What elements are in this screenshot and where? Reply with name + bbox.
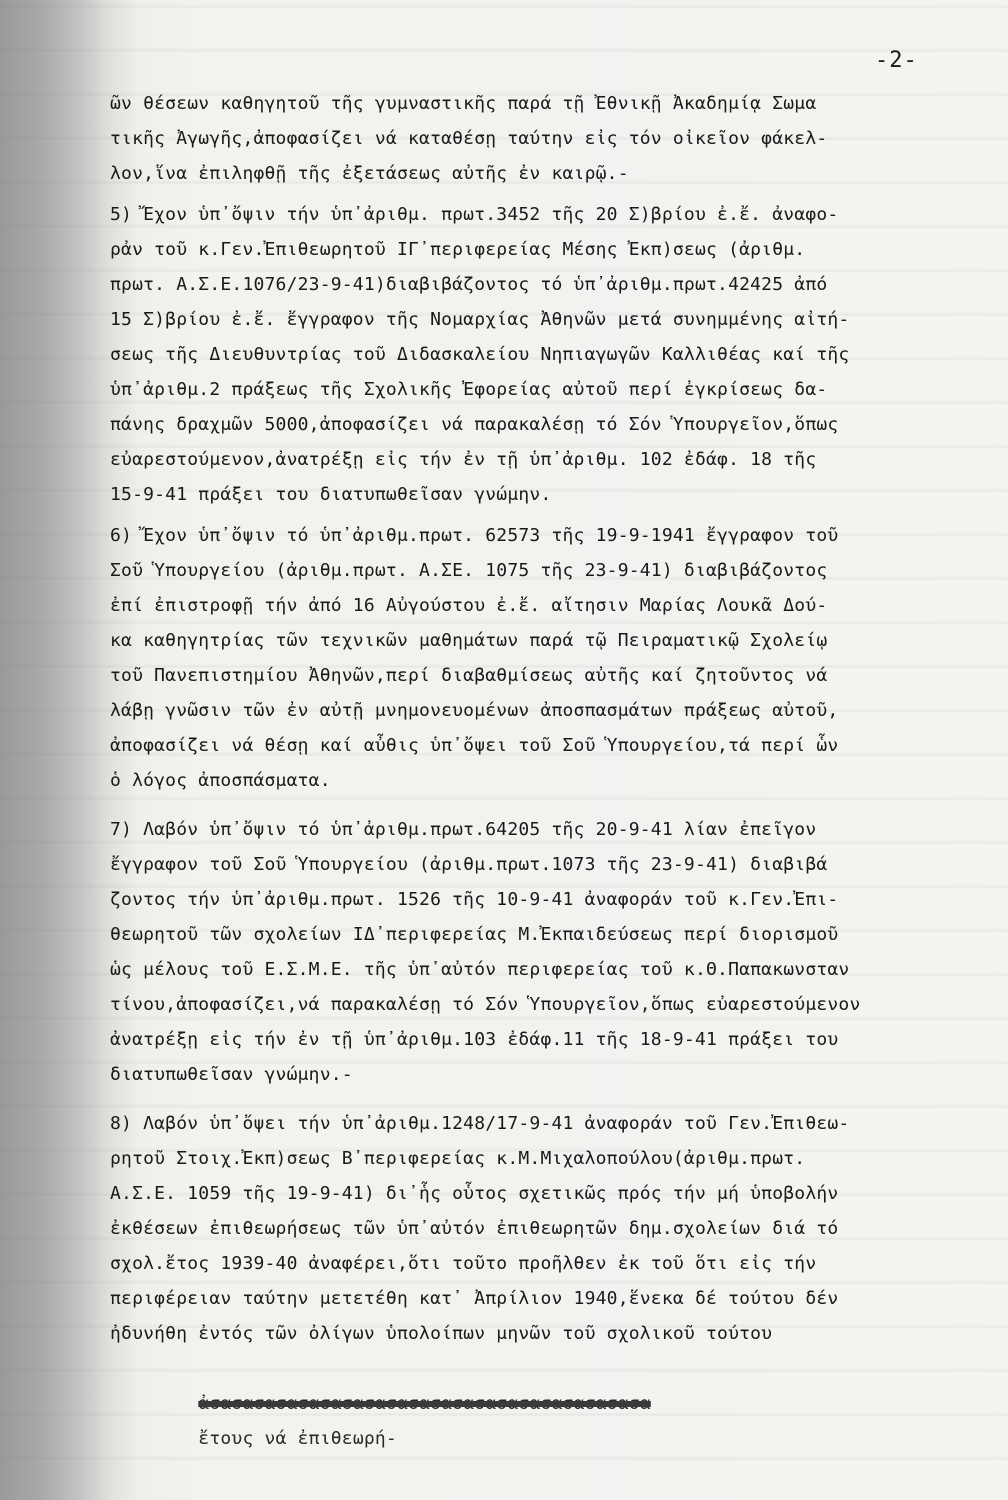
text-line: ζοντος τήν ὑπ᾿ἀριθμ.πρωτ. 1526 τῆς 10-9-41 ἀναφοράν τοῦ κ.Γεν.Ἐπι-: [110, 889, 839, 910]
text-line: σεως τῆς Διευθυντρίας τοῦ Διδασκαλείου Νηπιαγωγῶν Καλλιθέας καί τῆς: [110, 344, 850, 365]
paragraph-continuation: [110, 86, 990, 191]
text-line: ἐπί ἐπιστροφῇ τήν ἀπό 16 Αὐγούστου ἐ.ἔ. αἴτησιν Μαρίας Λουκᾶ Δού-: [110, 595, 828, 616]
text-line: Σοῦ Ὑπουργείου (ἀριθμ.πρωτ. Α.ΣΕ. 1075 τῆς 23-9-41) διαβιβάζοντος: [110, 560, 828, 581]
text-line: 15-9-41 πράξει του διατυπωθεῖσαν γνώμην.: [110, 484, 552, 505]
text-line: κα καθηγητρίας τῶν τεχνικῶν μαθημάτων παρά τῷ Πειραματικῷ Σχολείῳ: [110, 630, 828, 651]
struck-out-text: ἀσασασασασασασασασασασασασασασασασασασασα: [198, 1393, 651, 1414]
paragraph-item-8: [110, 1106, 990, 1449]
text-line: τικῆς Ἀγωγῆς,ἀποφασίζει νά καταθέσῃ ταύτην εἰς τόν οἰκεῖον φάκελ-: [110, 128, 828, 149]
text-line: περιφέρειαν ταύτην μετετέθη κατ᾿ Ἀπρίλιον 1940,ἕνεκα δέ τούτου δέν: [110, 1288, 839, 1309]
text-line: ῶν θέσεων καθηγητοῦ τῆς γυμναστικῆς παρά τῇ Ἐθνικῇ Ἀκαδημίᾳ Σωμα: [110, 93, 817, 114]
paragraph-item-7: [110, 812, 990, 1092]
text-line: λον,ἵνα ἐπιληφθῇ τῆς ἐξετάσεως αὐτῆς ἐν καιρῷ.-: [110, 163, 629, 184]
paragraph-item-5: [110, 197, 990, 512]
text-line: πρωτ. Α.Σ.Ε.1076/23-9-41)διαβιβάζοντος τό ὑπ᾿ἀριθμ.πρωτ.42425 ἀπό: [110, 274, 828, 295]
struck-text-line: [110, 1351, 990, 1449]
text-line: 5) Ἔχον ὑπ᾿ὄψιν τήν ὑπ᾿ἀριθμ. πρωτ.3452 τῆς 20 Σ)βρίου ἐ.ἔ. ἀναφο-: [110, 204, 839, 225]
text-line: πάνης δραχμῶν 5000,ἀποφασίζει νά παρακαλέσῃ τό Σόν Ὑπουργεῖον,ὅπως: [110, 414, 839, 435]
text-line: εὐαρεστούμενον,ἀνατρέξῃ εἰς τήν ἐν τῇ ὑπ᾿ἀριθμ. 102 ἐδάφ. 18 τῆς: [110, 449, 817, 470]
text-line: ἠδυνήθη ἐντός τῶν ὀλίγων ὑπολοίπων μηνῶν τοῦ σχολικοῦ τούτου: [110, 1323, 773, 1344]
text-line: 7) Λαβόν ὑπ᾿ὄψιν τό ὑπ᾿ἀριθμ.πρωτ.64205 τῆς 20-9-41 λίαν ἐπεῖγον: [110, 819, 817, 840]
text-line: σχολ.ἔτος 1939-40 ἀναφέρει,ὅτι τοῦτο προῆλθεν ἐκ τοῦ ὅτι εἰς τήν: [110, 1253, 817, 1274]
text-line: τίνου,ἀποφασίζει,νά παρακαλέσῃ τό Σόν Ὑπουργεῖον,ὅπως εὐαρεστούμενον: [110, 994, 861, 1015]
line-remainder-text: ἔτους νά ἐπιθεωρή-: [198, 1428, 397, 1449]
text-line: ὡς μέλους τοῦ Ε.Σ.Μ.Ε. τῆς ὑπ᾿αὐτόν περιφερείας τοῦ κ.Θ.Παπακωνσταν: [110, 959, 850, 980]
text-line: 6) Ἔχον ὑπ᾿ὄψιν τό ὑπ᾿ἀριθμ.πρωτ. 62573 τῆς 19-9-1941 ἔγγραφον τοῦ: [110, 525, 839, 546]
document-body: [110, 86, 990, 1449]
text-line: λάβῃ γνῶσιν τῶν ἐν αὐτῇ μνημονευομένων ἀποσπασμάτων πράξεως αὐτοῦ,: [110, 700, 839, 721]
text-line: ἀποφασίζει νά θέσῃ καί αὖθις ὑπ᾿ὄψει τοῦ Σοῦ Ὑπουργείου,τά περί ὧν: [110, 735, 839, 756]
text-line: ρητοῦ Στοιχ.Ἐκπ)σεως Β᾿περιφερείας κ.Μ.Μιχαλοπούλου(ἀριθμ.πρωτ.: [110, 1148, 806, 1169]
text-line: ὑπ᾿ἀριθμ.2 πράξεως τῆς Σχολικῆς Ἐφορείας αὐτοῦ περί ἐγκρίσεως δα-: [110, 379, 828, 400]
text-line: Α.Σ.Ε. 1059 τῆς 19-9-41) δι᾿ἧς οὗτος σχετικῶς πρός τήν μή ὑποβολήν: [110, 1183, 839, 1204]
page-number: -2-: [875, 48, 918, 73]
paragraph-item-6: [110, 518, 990, 798]
text-line: ρἀν τοῦ κ.Γεν.Ἐπιθεωρητοῦ ΙΓ᾿περιφερείας Μέσης Ἐκπ)σεως (ἀριθμ.: [110, 239, 806, 260]
text-line: θεωρητοῦ τῶν σχολείων ΙΔ᾿περιφερείας Μ.Ἐκπαιδεύσεως περί διορισμοῦ: [110, 924, 839, 945]
text-line: 8) Λαβόν ὑπ᾿ὄψει τήν ὑπ᾿ἀριθμ.1248/17-9-41 ἀναφοράν τοῦ Γεν.Ἐπιθεω-: [110, 1113, 850, 1134]
text-line: 15 Σ)βρίου ἐ.ἔ. ἔγγραφον τῆς Νομαρχίας Ἀθηνῶν μετά συνημμένης αἰτή-: [110, 309, 850, 330]
text-line: ἀνατρέξῃ εἰς τήν ἐν τῇ ὑπ᾿ἀριθμ.103 ἐδάφ.11 τῆς 18-9-41 πράξει του: [110, 1029, 839, 1050]
text-line: ἔγγραφον τοῦ Σοῦ Ὑπουργείου (ἀριθμ.πρωτ.1073 τῆς 23-9-41) διαβιβά: [110, 854, 828, 875]
text-line: διατυπωθεῖσαν γνώμην.-: [110, 1064, 353, 1085]
text-line: ὁ λόγος ἀποσπάσματα.: [110, 770, 331, 791]
text-line: τοῦ Πανεπιστημίου Ἀθηνῶν,περί διαβαθμίσεως αὐτῆς καί ζητοῦντος νά: [110, 665, 828, 686]
text-line: ἐκθέσεων ἐπιθεωρήσεως τῶν ὑπ᾿αὐτόν ἐπιθεωρητῶν δημ.σχολείων διά τό: [110, 1218, 839, 1239]
